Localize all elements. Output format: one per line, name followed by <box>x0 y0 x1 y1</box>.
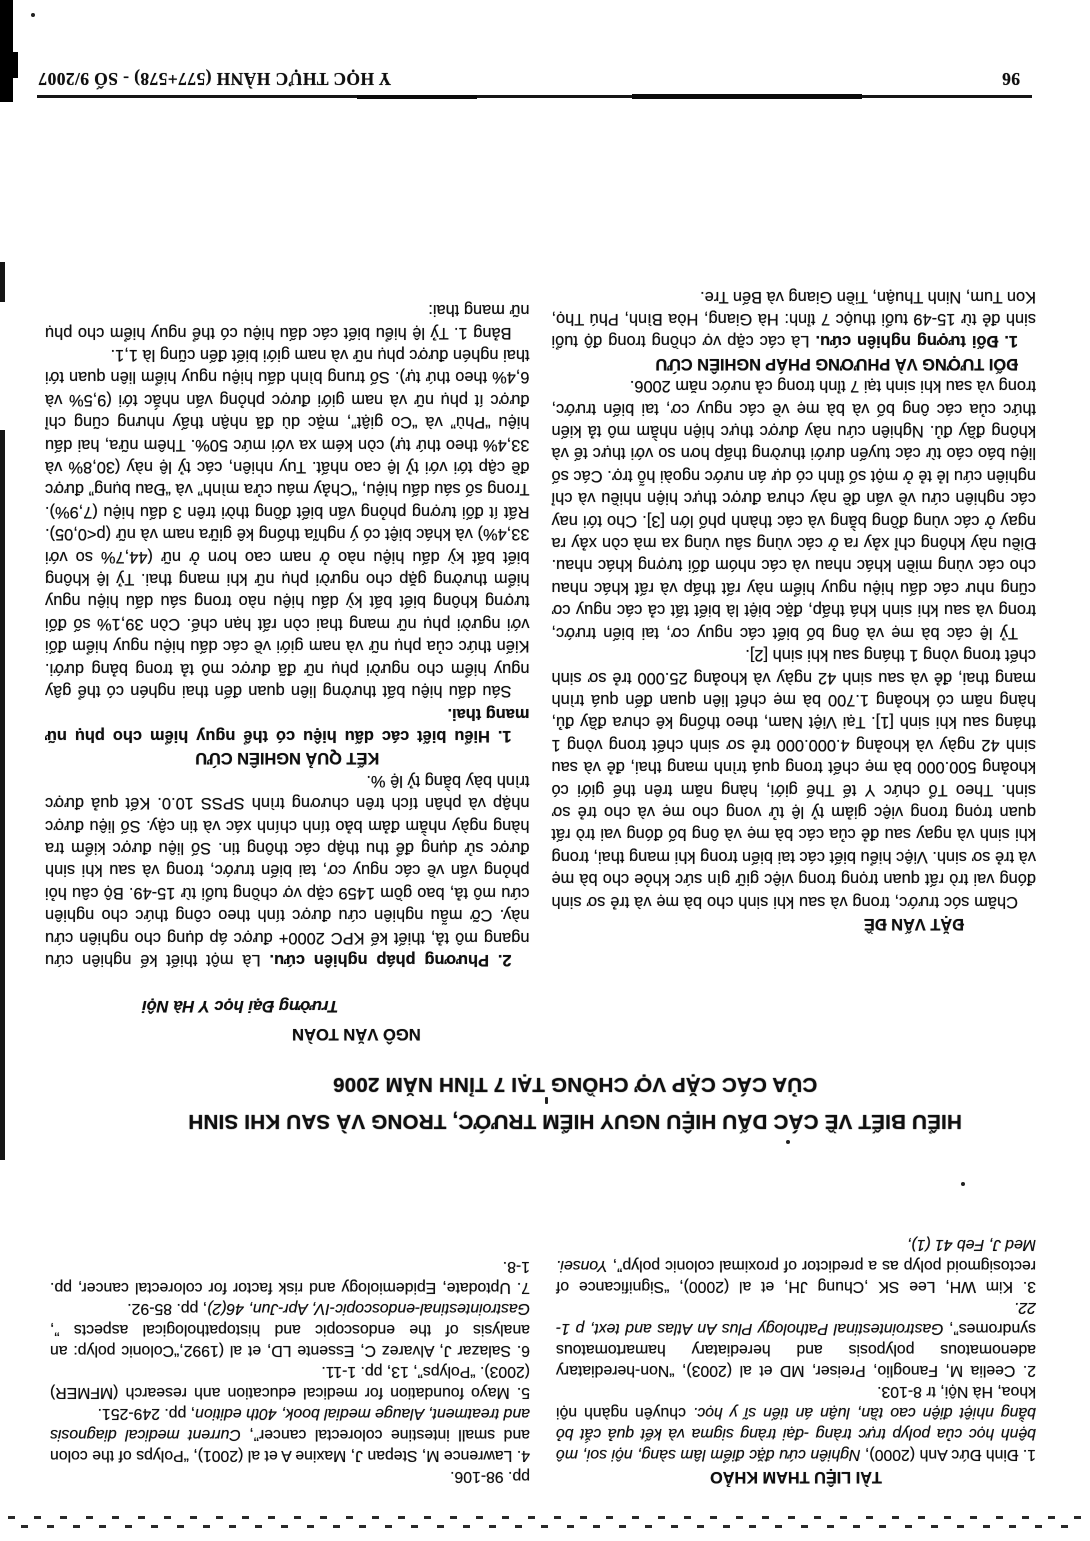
paragraph: 2. Phương pháp nghiên cứu. Là một thiết kế nghiên cứu ngang mô tả, thiết kế KPC 2000+ được áp dụng cho nghiên cứu này. Cỡ mẫu nghiên cứu được tính theo công thức cho nghiên cứu mô tả, bao gồm 1459 cặp vợ chồng tuổi từ 15-49. Bộ câu hỏi phỏng vấn về các nguy cơ, tai biến trước, trong và sau khi sinh được sử dụng để thu thập các thông tin. Số liệu được kiểm tra hàng ngày nhằm đảm bảo tính chính xác và tin cậy. Số liệu được nhập và phân tích trên chương trình SPSS 10.0. Kết quả được trình bày bằng tỷ lệ %. <box>45 771 530 969</box>
reference-item: 4. Lawrence M, Stepan J, Maxine A et al (2001), “Polyps of the colon and small intestine colorectal cancer”, Current medical diagnosis and treatment, Alauge medial book, 40th edition, pp. 249-251. <box>50 1405 530 1464</box>
article-title-line2: CỦA CÁC CẶP VỢ CHỒNG TẠI 7 TỈNH NĂM 2006 <box>332 1073 818 1096</box>
footer-rule <box>37 96 1032 99</box>
scan-artifact-perforation-dashes <box>8 1516 1084 1519</box>
scan-artifact-speck <box>545 1097 548 1104</box>
references-heading: TÀI LIỆU THAM KHẢO <box>710 1468 882 1486</box>
article-title-line1: HIỂU BIẾT VỀ CÁC DẤU HIỆU NGUY HIỂM TRƯỚC, TRONG VÀ SAU KHI SINH <box>188 1110 962 1133</box>
references-column-left <box>556 1147 1036 1487</box>
scan-artifact-speck <box>961 1182 965 1186</box>
subsection-heading: 1. Hiểu biết các dấu hiệu có thể nguy hiểm cho phụ nữ mang thai. <box>45 704 530 745</box>
section-heading: ĐẶT VẤN ĐỀ <box>863 915 964 933</box>
article-title <box>140 1072 1010 1133</box>
scan-artifact-corner-bar <box>0 52 18 78</box>
reference-item: 2. Ceelia M, Fanoglio, Preiser, MD et al (2003), “Non-herediatary adenomatous polyposis and herediatary hamartomatous syndromes”, Gastrointestinal Pathology Plus An Atlas and text, p 1-22. <box>556 1299 1036 1379</box>
article-body <box>45 121 1036 971</box>
scan-artifact-speck <box>786 1140 790 1144</box>
reference-item: 5. Mayo foundation for medical education anh research (MFMER) (2003). “Polyps”, 13, pp. 1-11. <box>50 1363 530 1401</box>
author-name: NGÔ VĂN TOÀN <box>292 1025 421 1044</box>
footer-rule-thick-segment <box>632 94 862 99</box>
references-section <box>50 1147 1036 1487</box>
page-footer <box>38 68 1020 89</box>
paragraph: Tỷ lệ các bà mẹ và ông bố biết các nguy cơ, tai biến trước, trong và sau khi sinh khá thấp, đặc biệt là biết tất cả các nguy cơ cũng như các dấu hiệu nguy hiểm này rất thấp và rất khác nhau cho các vùng miền khác nhau và các nhóm đối tượng khác nhau. Điều này không chỉ xảy ra ở các vùng sâu vùng xa mà còn xảy ra ngay ở các vùng đồng bằng và các thành phố lớn [3]. Cho tới nay các nghiên cứu về vấn đề này chưa được thực hiện nhiều và chỉ nghiên cứu lẻ tẻ ở một số tỉnh có dự án nước ngoài hỗ trợ. Các số liệu báo cáo từ các tuyến dưới thường thấp hơn so với thực tế và không đầy đủ. Nghiên cứu này được thực hiện nhằm mô tả kiến thức của các ông bố và bà mẹ về các nguy cơ, tai biến trước, trong và sau khi sinh tại 7 tỉnh trong cả nước năm 2006. <box>551 377 1036 642</box>
reference-item: 1. Đinh Đức Anh (2000), Nghiên cứu đặc điểm lâm sàng, nội soi, mô bệnh học của polyp trực tràng -đại tràng sigma và kết quả cắt bỏ bằng nhiệt điện cao tần, luận án tiến sĩ y học. chuyên ngành nội khoa, Hà Nội, tr 8-103. <box>555 1383 1036 1463</box>
section-heading: ĐỐI TƯỢNG VÀ PHƯƠNG PHÁP NGHIÊN CỨU <box>655 354 1018 373</box>
author-block <box>0 996 1090 1044</box>
reference-item: 7. Uptodate, Epidemiology and risk factor for colorectal cancer, pp. 1-8. <box>50 1258 530 1296</box>
footer-rule-thick-segment <box>357 95 477 99</box>
page-number: 96 <box>1001 69 1020 89</box>
body-column-left <box>552 121 1037 971</box>
journal-title: Y HỌC THỰC HÀNH (577+578) - SỐ 9/2007 <box>38 69 392 89</box>
author-affiliation: Trường Đại học Y Hà Nội <box>142 997 339 1016</box>
scan-artifact-edge-line <box>0 430 5 1160</box>
references-column-right <box>50 1147 530 1487</box>
body-column-right <box>45 121 530 971</box>
section-heading: KẾT QUẢ NGHIÊN CỨU <box>195 749 380 768</box>
paragraph: 1. Đối tượng nghiên cứu. Là các cặp vợ chồng trong độ tuổi sinh đẻ từ 15-49 tuổi thuộc 7 tỉnh: Hà Giang, Hòa Bình, Phú Thọ, Kon Tum, Ninh Thuận, Tiền Giang và Bến Tre. <box>551 287 1036 351</box>
reference-item: 6. Salazar J, Alvarez C, Essente LD, et al (1992,“Colonic polyp: an analysis of the endoscopic and histopathological aspects ”, Gastrointestinal-endoscopic-IV, Apr-Jun, 46(2), pp. 85-92. <box>50 1300 530 1359</box>
scan-artifact-edge-line <box>0 262 5 302</box>
reference-item: 3. Kim WH, Lee SK ,Chung JH, et al (2000), “Significance of rectosigmoid polyp as a predictor of proximal colonic polyp”, Yonsei. Med J, Feb 41 (1), <box>556 1236 1036 1295</box>
scan-artifact-perforation-dashes <box>8 1525 1084 1528</box>
scan-artifact-speck <box>31 13 35 17</box>
paragraph: Chăm sóc trước, trong và sau khi sinh cho bà mẹ và trẻ sơ sinh đóng vai trò rất quan trọng trong việc giữ gìn sức khỏe cho bà mẹ và trẻ sơ sinh. Việc hiểu biết các tai biến trong khi mang thai, trong khi sinh và ngay sau đẻ của các bà mẹ và ông bố đóng vai trò rất quan trọng trong việc giảm tỷ lệ tử vong cho mẹ và cho trẻ sơ sinh. Theo Tổ chức Y tế Thế giới, hàng năm trên thế giới có khoảng 500.000 bà mẹ chết trong quá trình mang thai, đẻ và sau sinh 42 ngày và khoảng 4.000.000 trẻ sơ sinh chết trong vòng 1 tháng sau khi sinh [1]. Tại Việt Nam, theo thống kê chưa đầy đủ, hàng năm có khoảng 1.700 bà mẹ chết liên quan đến quá trình mang thai, đẻ và sau sinh 42 ngày và khoảng 25.000 trẻ sơ sinh chết trong vòng 1 tháng sau khi sinh [2]. <box>551 646 1036 911</box>
paragraph: Bảng 1. Tỷ lệ hiểu biết các dấu hiệu có thể nguy hiểm cho phụ nữ mang thai: <box>45 301 530 342</box>
reference-item: pp. 98-106. <box>450 1468 530 1485</box>
paragraph: Sáu dấu hiệu bất thường liên quan đến thai nghén có thể gây nguy hiểm cho người phụ nữ đã được mô tả trong bảng dưới. Kiến thức của phụ nữ và nam giới về các dấu hiệu nguy hiểm đối với người phụ nữ mang thai còn rất hạn chế. Còn 39,1% số đối tượng không biết bất kỳ dấu hiệu nào trong sáu dấu hiệu nguy hiểm thường gặp cho người phụ nữ khi mang thai. Tỷ lệ không biết bất kỳ dấu hiệu nào ở nam cao hơn ở nữ (44,7% so với 33,4%) và khác biệt có ý nghĩa thống kê giữa nam và nữ (p<0,05). Rất ít đối tượng phỏng vấn biết đồng thời trên 3 dấu hiệu (7,9%). Trong số sáu dấu hiệu, “Chảy máu cửa mình” và “Đau bụng” được đề cập tới với tỷ lệ cao nhất. Tuy nhiên, các tỷ lệ này (30,8% và 33,4% theo thứ tự) còn kém xa với mức 50%. Thêm nữa, hai dấu hiệu “Phù” và “Co giật”, mặc dù đã nhận thấy nhưng cũng chỉ được ít phụ nữ và nam giới được phỏng vấn nhắc tới (9,5% và 6,4% theo thứ tự). Số trung bình dấu hiệu nguy hiểm liên quan tới thai nghén được phụ nữ và nam giới biết đến cũng là 1,1. <box>45 346 530 701</box>
scan-artifact-corner-bar <box>0 0 13 102</box>
